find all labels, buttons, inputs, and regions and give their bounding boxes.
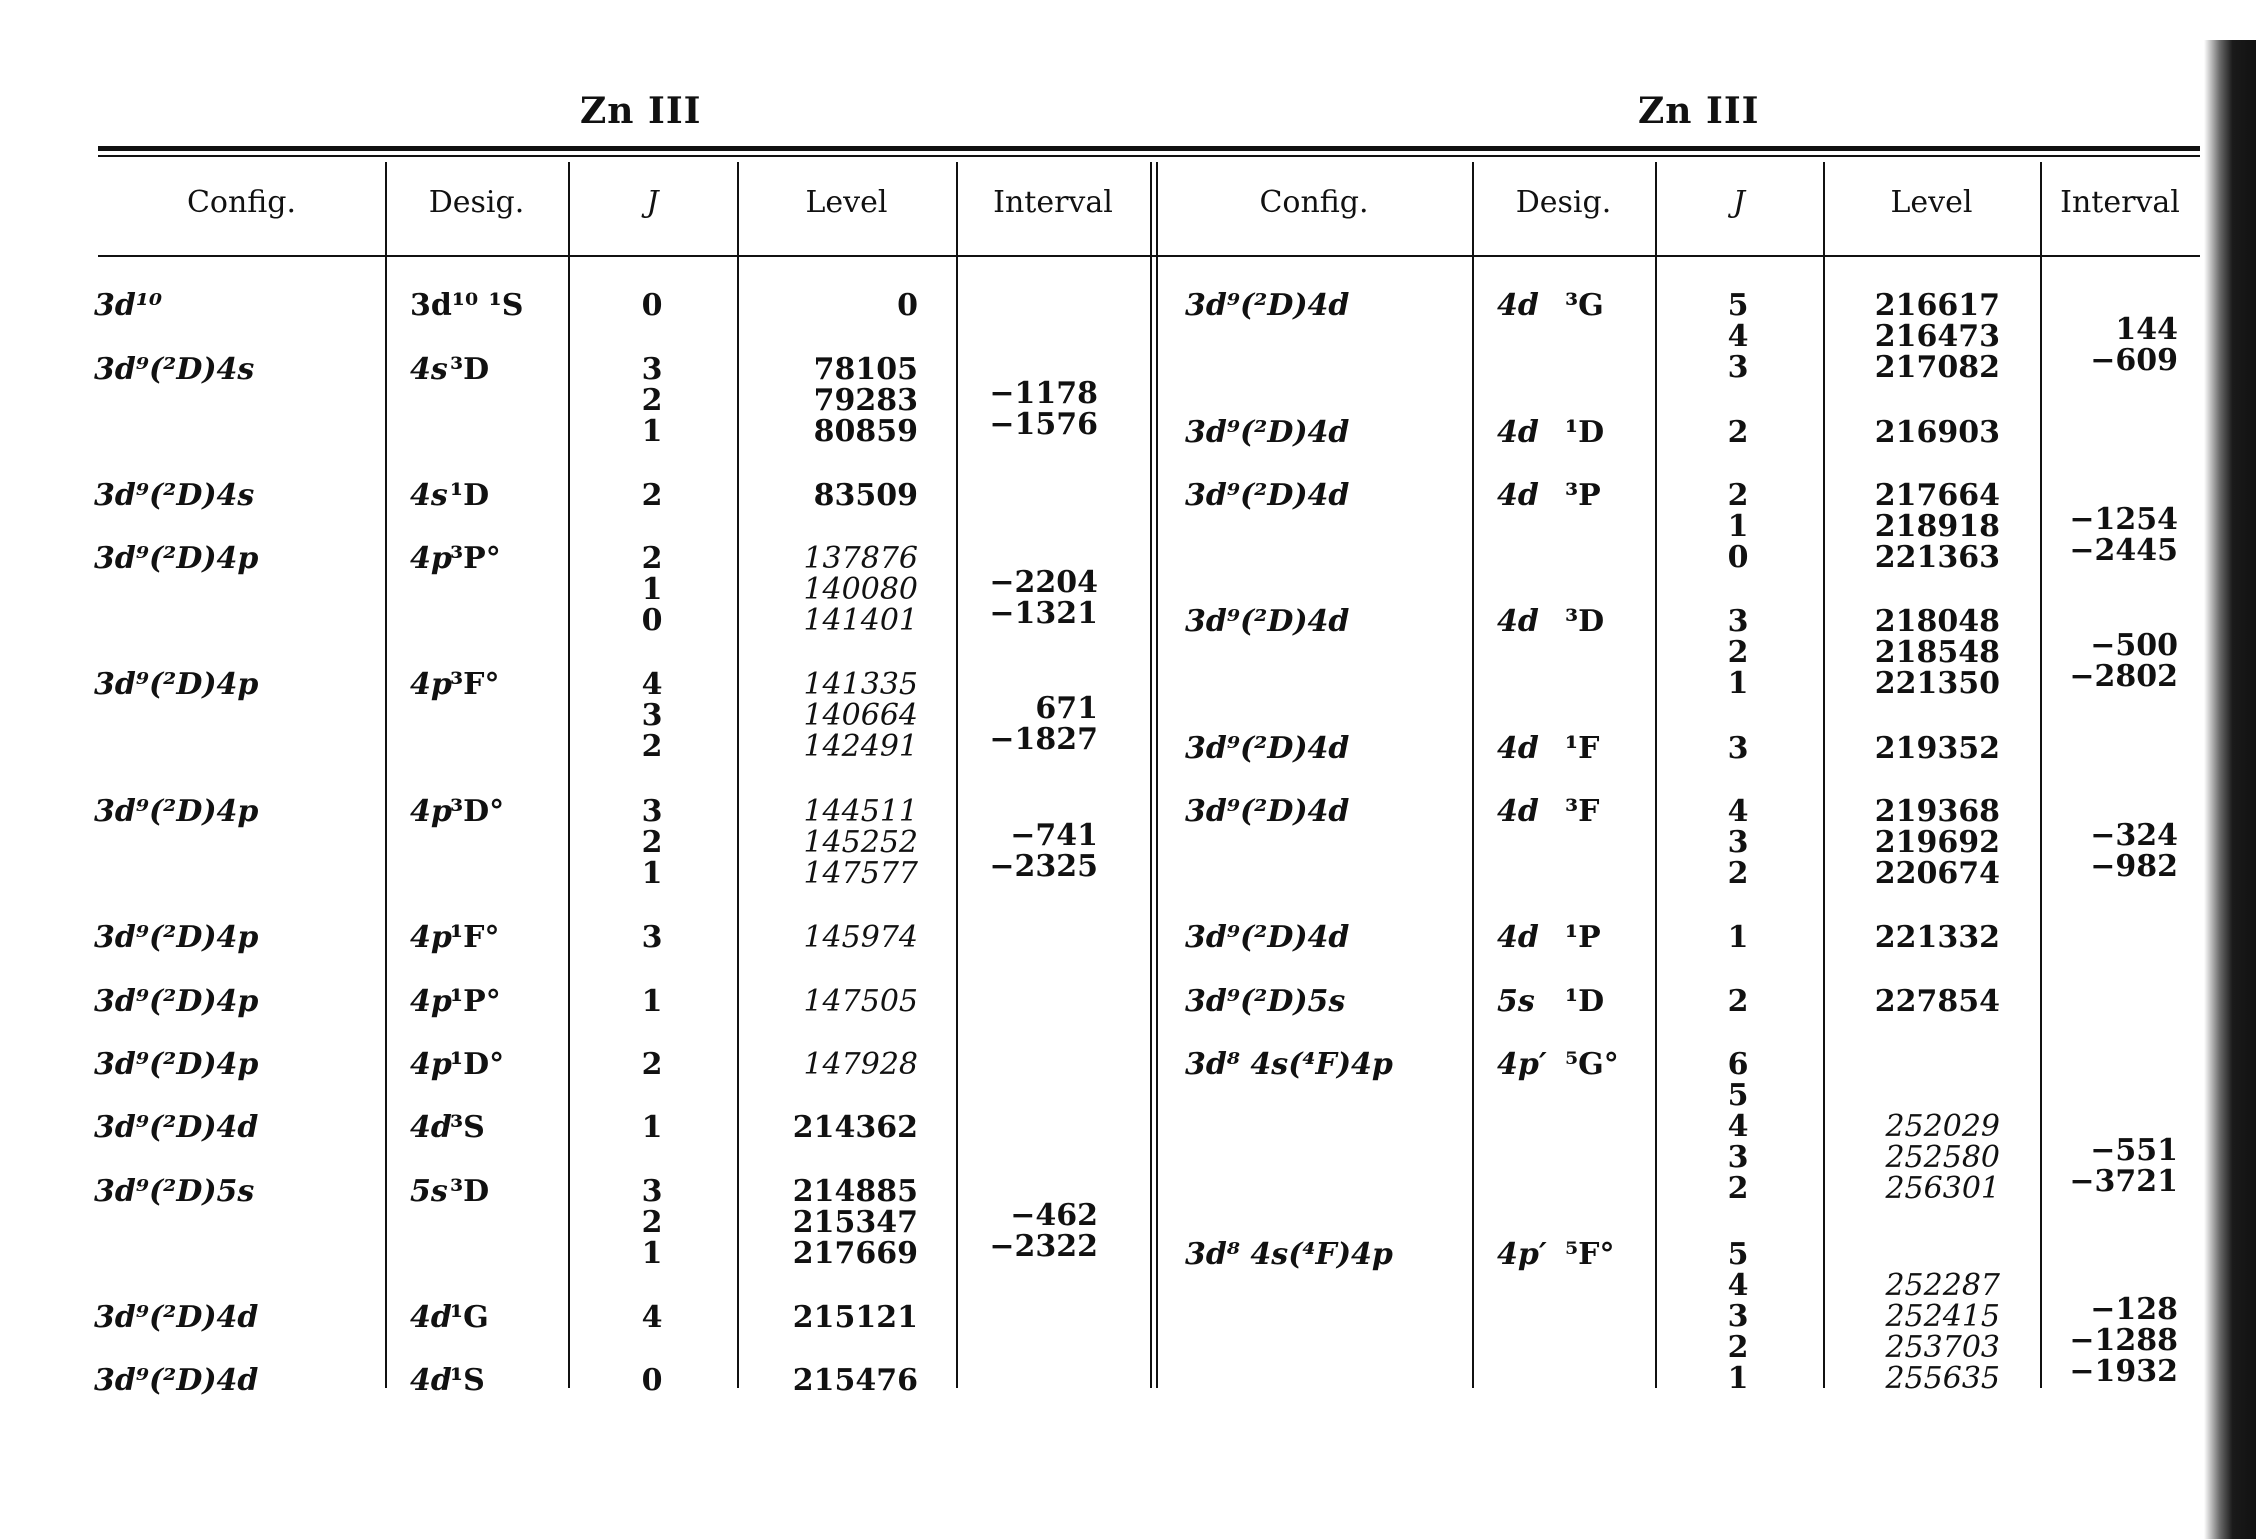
level-value: 0 xyxy=(897,288,918,323)
config-cell: 3d⁸ 4s(⁴F)4p xyxy=(1185,1047,1393,1082)
config-cell: 3d⁹(²D)4d xyxy=(1185,731,1350,766)
j-value: 4 xyxy=(1727,1268,1749,1303)
config-cell: 3d⁹(²D)4d xyxy=(1185,415,1350,450)
desig-term: 4p xyxy=(410,1047,452,1082)
desig-symbol: ¹D xyxy=(450,478,490,513)
desig-symbol: ³S xyxy=(450,1110,485,1145)
desig-symbol: 3d¹⁰ ¹S xyxy=(410,288,524,323)
level-value: 221332 xyxy=(1874,920,2000,955)
level-value: 147505 xyxy=(803,984,918,1019)
desig-symbol: ¹D xyxy=(1565,415,1605,450)
desig-term: 4d xyxy=(410,1363,452,1398)
j-value: 3 xyxy=(1727,1299,1749,1334)
interval-value: −500 xyxy=(2090,627,2178,663)
desig-symbol: ¹P° xyxy=(450,984,501,1019)
desig-term: 5s xyxy=(1497,984,1535,1019)
config-cell: 3d⁹(²D)4d xyxy=(94,1110,259,1145)
config-cell: 3d⁹(²D)4d xyxy=(94,1363,259,1398)
j-value: 2 xyxy=(641,383,663,418)
interval-value: −609 xyxy=(2090,342,2178,378)
config-cell: 3d⁹(²D)4d xyxy=(94,1300,259,1335)
interval-value: −1932 xyxy=(2069,1353,2178,1389)
j-value: 4 xyxy=(1727,319,1749,354)
level-value: 83509 xyxy=(813,478,918,513)
header-j: J xyxy=(646,185,659,220)
j-value: 1 xyxy=(641,572,663,607)
col-rule xyxy=(1472,162,1474,1388)
desig-term: 4d xyxy=(1497,288,1539,323)
level-value: 219352 xyxy=(1874,731,2000,766)
desig-symbol: ³D xyxy=(450,1174,490,1209)
level-value: 218548 xyxy=(1874,635,2000,670)
desig-symbol: ¹D° xyxy=(450,1047,505,1082)
desig-term: 4p′ xyxy=(1497,1237,1547,1272)
level-value: 214885 xyxy=(792,1174,918,1209)
header-config: Config. xyxy=(1259,185,1369,220)
level-value: 215476 xyxy=(792,1363,918,1398)
desig-term: 4d xyxy=(1497,415,1539,450)
level-value: 144511 xyxy=(803,794,918,829)
level-value: 218918 xyxy=(1874,509,2000,544)
interval-value: −462 xyxy=(1010,1197,1098,1233)
header-desig: Desig. xyxy=(428,185,525,220)
level-value: 141335 xyxy=(803,667,918,702)
interval-value: 144 xyxy=(2115,311,2178,347)
j-value: 2 xyxy=(641,478,663,513)
j-value: 3 xyxy=(1727,604,1749,639)
j-value: 3 xyxy=(1727,350,1749,385)
desig-term: 4d xyxy=(1497,604,1539,639)
desig-term: 4d xyxy=(1497,920,1539,955)
col-rule xyxy=(1655,162,1657,1388)
j-value: 4 xyxy=(1727,1109,1749,1144)
header-level: Level xyxy=(1890,185,1973,220)
desig-symbol: ¹F° xyxy=(450,920,500,955)
desig-symbol: ¹P xyxy=(1565,920,1601,955)
j-value: 2 xyxy=(641,1047,663,1082)
col-rule xyxy=(385,162,387,1388)
j-value: 2 xyxy=(1727,1171,1749,1206)
config-cell: 3d⁹(²D)4s xyxy=(94,478,255,513)
desig-term: 4d xyxy=(1497,478,1539,513)
j-value: 1 xyxy=(1727,1361,1749,1396)
level-value: 216903 xyxy=(1874,415,2000,450)
interval-value: −1576 xyxy=(989,406,1098,442)
level-value: 227854 xyxy=(1874,984,2000,1019)
interval-value: −1321 xyxy=(989,595,1098,631)
level-value: 140080 xyxy=(803,572,918,607)
header-interval: Interval xyxy=(993,185,1113,220)
level-value: 219692 xyxy=(1874,825,2000,860)
level-value: 217664 xyxy=(1874,478,2000,513)
desig-symbol: ¹F xyxy=(1565,731,1600,766)
j-value: 0 xyxy=(641,288,663,323)
level-value: 252415 xyxy=(1885,1299,2000,1334)
col-rule xyxy=(1150,162,1152,1388)
level-value: 217082 xyxy=(1874,350,2000,385)
config-cell: 3d⁹(²D)4d xyxy=(1185,794,1350,829)
interval-value: −324 xyxy=(2090,817,2178,853)
j-value: 2 xyxy=(1727,856,1749,891)
header-interval: Interval xyxy=(2060,185,2180,220)
level-value: 218048 xyxy=(1874,604,2000,639)
j-value: 3 xyxy=(1727,731,1749,766)
interval-value: −1254 xyxy=(2069,501,2178,537)
desig-term: 4d xyxy=(1497,794,1539,829)
desig-symbol: ³P xyxy=(1565,478,1601,513)
top-double-rule xyxy=(98,146,2200,151)
level-value: 252580 xyxy=(1885,1140,2000,1175)
interval-value: −1178 xyxy=(989,375,1098,411)
col-rule xyxy=(568,162,570,1388)
j-value: 4 xyxy=(1727,794,1749,829)
config-cell: 3d⁹(²D)4p xyxy=(94,984,259,1019)
level-value: 79283 xyxy=(813,383,918,418)
interval-value: −3721 xyxy=(2069,1163,2178,1199)
j-value: 3 xyxy=(641,698,663,733)
j-value: 3 xyxy=(641,1174,663,1209)
interval-value: −2445 xyxy=(2069,532,2178,568)
desig-symbol: ³F xyxy=(1565,794,1600,829)
level-value: 216617 xyxy=(1874,288,2000,323)
interval-value: −1827 xyxy=(989,721,1098,757)
j-value: 1 xyxy=(1727,666,1749,701)
interval-value: 671 xyxy=(1035,690,1098,726)
j-value: 3 xyxy=(1727,1140,1749,1175)
level-value: 216473 xyxy=(1874,319,2000,354)
j-value: 5 xyxy=(1727,288,1749,323)
level-value: 217669 xyxy=(792,1236,918,1271)
level-value: 255635 xyxy=(1885,1361,2000,1396)
desig-term: 5s xyxy=(410,1174,448,1209)
j-value: 2 xyxy=(1727,1330,1749,1365)
page-binding-edge xyxy=(2204,40,2256,1539)
header-rule xyxy=(98,255,2200,257)
config-cell: 3d⁹(²D)4d xyxy=(1185,478,1350,513)
level-value: 215121 xyxy=(792,1300,918,1335)
j-value: 1 xyxy=(641,1236,663,1271)
j-value: 1 xyxy=(641,1110,663,1145)
interval-value: −551 xyxy=(2090,1132,2178,1168)
j-value: 3 xyxy=(641,794,663,829)
j-value: 3 xyxy=(641,920,663,955)
j-value: 2 xyxy=(641,825,663,860)
level-value: 220674 xyxy=(1874,856,2000,891)
j-value: 0 xyxy=(641,1363,663,1398)
interval-value: −128 xyxy=(2090,1291,2178,1327)
desig-symbol: ¹G xyxy=(450,1300,489,1335)
config-cell: 3d¹⁰ xyxy=(94,288,163,323)
j-value: 5 xyxy=(1727,1078,1749,1113)
col-rule xyxy=(1156,162,1158,1388)
level-value: 140664 xyxy=(803,698,918,733)
header-j: J xyxy=(1732,185,1746,220)
level-value: 142491 xyxy=(803,729,918,764)
j-value: 6 xyxy=(1727,1047,1749,1082)
j-value: 0 xyxy=(1727,540,1749,575)
top-rule-thin xyxy=(98,155,2200,157)
desig-term: 4s xyxy=(410,478,448,513)
j-value: 3 xyxy=(641,352,663,387)
j-value: 0 xyxy=(641,603,663,638)
interval-value: −2802 xyxy=(2069,658,2178,694)
config-cell: 3d⁹(²D)4s xyxy=(94,352,255,387)
desig-term: 4d xyxy=(410,1300,452,1335)
interval-value: −2325 xyxy=(989,848,1098,884)
desig-term: 4p′ xyxy=(1497,1047,1547,1082)
interval-value: −2322 xyxy=(989,1228,1098,1264)
desig-symbol: ³G xyxy=(1565,288,1604,323)
desig-symbol: ³D° xyxy=(450,794,505,829)
level-value: 219368 xyxy=(1874,794,2000,829)
desig-term: 4d xyxy=(1497,731,1539,766)
interval-value: −982 xyxy=(2090,848,2178,884)
config-cell: 3d⁹(²D)4d xyxy=(1185,920,1350,955)
desig-symbol: ³D xyxy=(450,352,490,387)
config-cell: 3d⁹(²D)4d xyxy=(1185,288,1350,323)
level-value: 252029 xyxy=(1885,1109,2000,1144)
config-cell: 3d⁹(²D)5s xyxy=(94,1174,255,1209)
j-value: 2 xyxy=(641,541,663,576)
j-value: 2 xyxy=(641,729,663,764)
level-value: 256301 xyxy=(1885,1171,2000,1206)
desig-term: 4s xyxy=(410,352,448,387)
header-level: Level xyxy=(805,185,888,220)
right-table-title: Zn III xyxy=(1638,90,1760,132)
desig-symbol: ¹S xyxy=(450,1363,485,1398)
level-value: 221350 xyxy=(1874,666,2000,701)
j-value: 4 xyxy=(641,1300,663,1335)
interval-value: −741 xyxy=(1010,817,1098,853)
level-value: 147928 xyxy=(803,1047,918,1082)
j-value: 1 xyxy=(641,984,663,1019)
j-value: 1 xyxy=(1727,920,1749,955)
level-value: 221363 xyxy=(1874,540,2000,575)
config-cell: 3d⁹(²D)4p xyxy=(94,920,259,955)
level-value: 215347 xyxy=(792,1205,918,1240)
j-value: 2 xyxy=(1727,984,1749,1019)
j-value: 1 xyxy=(1727,509,1749,544)
j-value: 1 xyxy=(641,856,663,891)
j-value: 5 xyxy=(1727,1237,1749,1272)
desig-symbol: ⁵G° xyxy=(1565,1047,1619,1082)
j-value: 2 xyxy=(1727,478,1749,513)
level-value: 145252 xyxy=(803,825,918,860)
desig-symbol: ³F° xyxy=(450,667,500,702)
desig-symbol: ⁵F° xyxy=(1565,1237,1615,1272)
level-value: 214362 xyxy=(792,1110,918,1145)
desig-term: 4p xyxy=(410,794,452,829)
desig-symbol: ³D xyxy=(1565,604,1605,639)
config-cell: 3d⁹(²D)4p xyxy=(94,541,259,576)
header-config: Config. xyxy=(186,185,297,220)
level-value: 253703 xyxy=(1885,1330,2000,1365)
desig-term: 4p xyxy=(410,541,452,576)
header-desig: Desig. xyxy=(1515,185,1612,220)
config-cell: 3d⁹(²D)5s xyxy=(1185,984,1346,1019)
interval-value: −1288 xyxy=(2069,1322,2178,1358)
config-cell: 3d⁹(²D)4p xyxy=(94,794,259,829)
config-cell: 3d⁸ 4s(⁴F)4p xyxy=(1185,1237,1393,1272)
desig-term: 4d xyxy=(410,1110,452,1145)
j-value: 3 xyxy=(1727,825,1749,860)
level-value: 252287 xyxy=(1885,1268,2000,1303)
level-value: 147577 xyxy=(803,856,918,891)
j-value: 2 xyxy=(641,1205,663,1240)
level-value: 78105 xyxy=(813,352,918,387)
interval-value: −2204 xyxy=(989,564,1098,600)
level-value: 145974 xyxy=(803,920,918,955)
j-value: 2 xyxy=(1727,415,1749,450)
desig-term: 4p xyxy=(410,667,452,702)
level-value: 141401 xyxy=(803,603,918,638)
j-value: 2 xyxy=(1727,635,1749,670)
config-cell: 3d⁹(²D)4p xyxy=(94,1047,259,1082)
j-value: 1 xyxy=(641,414,663,449)
desig-symbol: ³P° xyxy=(450,541,501,576)
level-value: 137876 xyxy=(803,541,918,576)
level-value: 80859 xyxy=(813,414,918,449)
left-table-title: Zn III xyxy=(580,90,702,132)
config-cell: 3d⁹(²D)4p xyxy=(94,667,259,702)
desig-symbol: ¹D xyxy=(1565,984,1605,1019)
config-cell: 3d⁹(²D)4d xyxy=(1185,604,1350,639)
desig-term: 4p xyxy=(410,920,452,955)
j-value: 4 xyxy=(641,667,663,702)
desig-term: 4p xyxy=(410,984,452,1019)
